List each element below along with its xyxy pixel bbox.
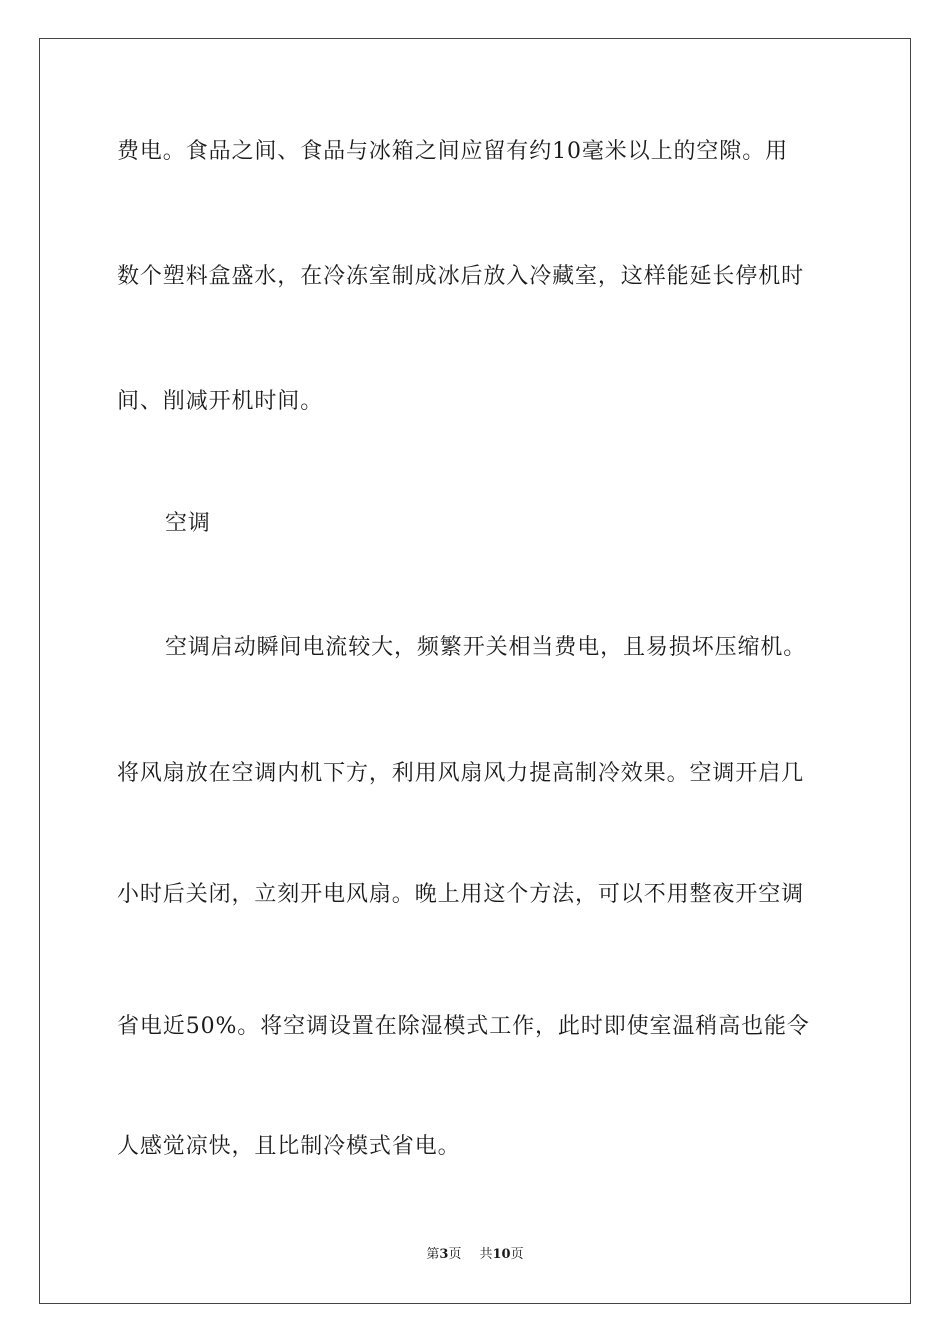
body-text-line: 数个塑料盒盛水，在冷冻室制成冰后放入冷藏室，这样能延长停机时 (117, 264, 805, 289)
body-text-line: 间、削减开机时间。 (117, 389, 324, 414)
footer-page-prefix: 第 (426, 1247, 440, 1262)
footer-page-number: 3 (439, 1247, 449, 1262)
page-footer (0, 1245, 950, 1265)
body-text-line: 空调启动瞬间电流较大，频繁开关相当费电，且易损坏压缩机。 (165, 635, 807, 660)
body-text-line: 小时后关闭，立刻开电风扇。晚上用这个方法，可以不用整夜开空调 (117, 882, 805, 907)
body-text-line: 费电。食品之间、食品与冰箱之间应留有约10毫米以上的空隙。用 (117, 139, 788, 164)
body-text-line: 将风扇放在空调内机下方，利用风扇风力提高制冷效果。空调开启几 (117, 761, 805, 786)
footer-page-suffix: 页 (448, 1247, 462, 1262)
footer-total-suffix: 页 (510, 1247, 524, 1262)
section-heading: 空调 (165, 511, 211, 536)
footer-total-prefix: 共 (479, 1247, 493, 1262)
body-text-line: 省电近50%。将空调设置在除湿模式工作，此时即使室温稍高也能令 (117, 1014, 810, 1039)
footer-total-number: 10 (492, 1247, 511, 1262)
page-border (39, 38, 911, 1304)
body-text-line: 人感觉凉快，且比制冷模式省电。 (117, 1134, 461, 1159)
